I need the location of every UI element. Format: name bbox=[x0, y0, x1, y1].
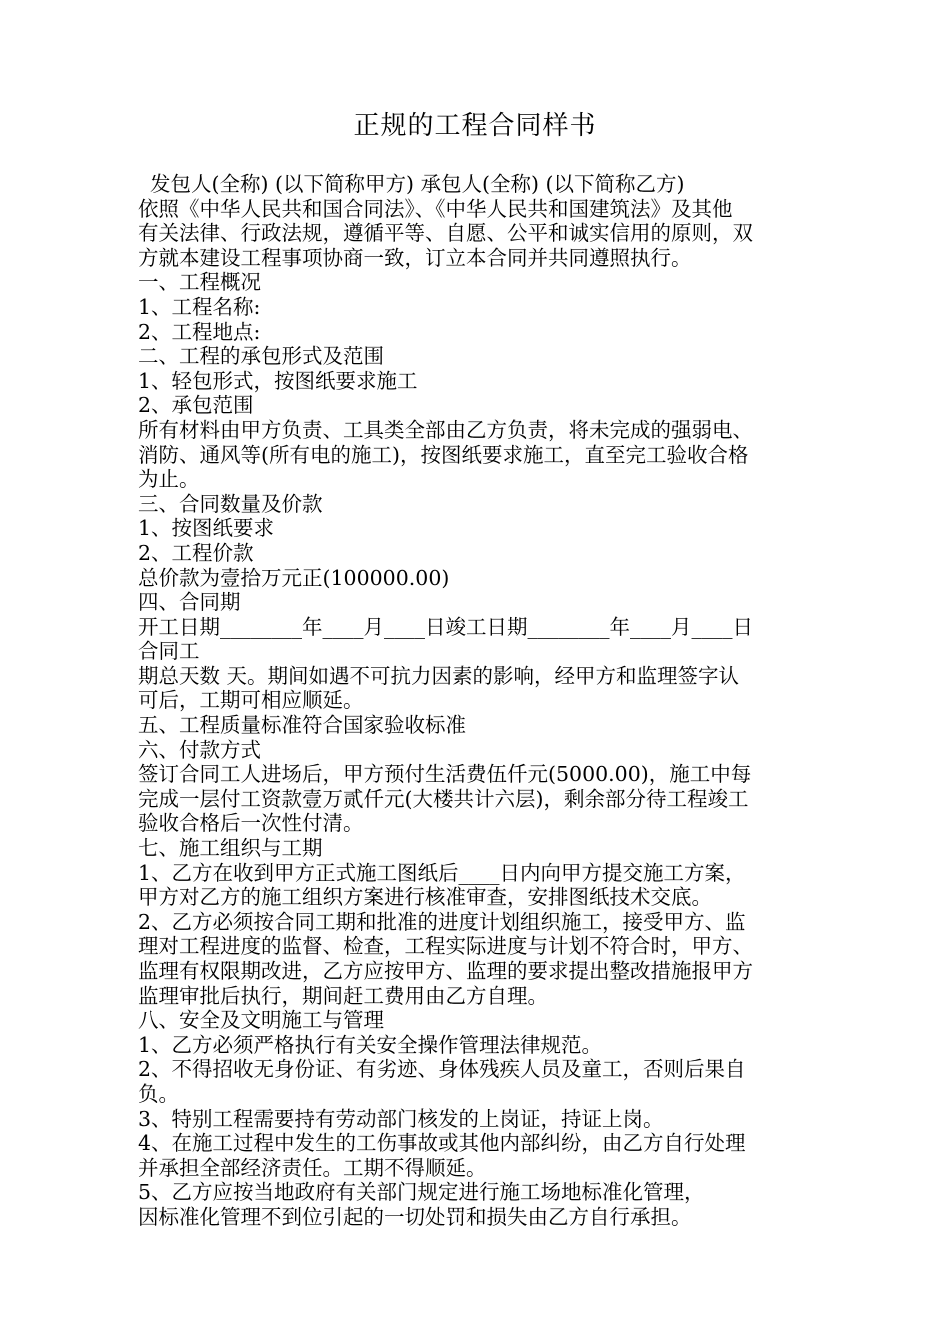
paragraph-line: 有关法律、行政法规，遵循平等、自愿、公平和诚实信用的原则，双 bbox=[138, 221, 753, 246]
paragraph-line: 为止。 bbox=[138, 467, 200, 492]
paragraph-line: 期总天数 天。期间如遇不可抗力因素的影响，经甲方和监理签字认 bbox=[138, 663, 740, 688]
paragraph-line: 完成一层付工资款壹万贰仟元(大楼共计六层)，剩余部分待工程竣工 bbox=[138, 786, 749, 811]
date-fill-line: 开工日期________年____月____日竣工日期________年____月____日 bbox=[138, 614, 753, 639]
section-heading: 五、工程质量标准符合国家验收标准 bbox=[138, 713, 466, 738]
parties-line: 发包人(全称) (以下简称甲方) 承包人(全称) (以下简称乙方) bbox=[150, 172, 685, 196]
section-heading: 四、合同期 bbox=[138, 590, 241, 615]
list-item: 5、乙方应按当地政府有关部门规定进行施工场地标准化管理， bbox=[138, 1180, 705, 1205]
section-heading: 一、工程概况 bbox=[138, 270, 261, 295]
paragraph-line: 消防、通风等(所有电的施工)，按图纸要求施工，直至完工验收合格 bbox=[138, 442, 749, 467]
list-item: 2、承包范围 bbox=[138, 393, 254, 418]
paragraph-line: 合同工 bbox=[138, 639, 200, 664]
paragraph-line: 总价款为壹拾万元正(100000.00) bbox=[138, 565, 450, 590]
section-heading: 三、合同数量及价款 bbox=[138, 491, 323, 516]
list-item: 4、在施工过程中发生的工伤事故或其他内部纠纷，由乙方自行处理 bbox=[138, 1131, 746, 1156]
paragraph-line: 签订合同工人进场后，甲方预付生活费伍仟元(5000.00)，施工中每 bbox=[138, 762, 752, 787]
paragraph-line: 可后，工期可相应顺延。 bbox=[138, 688, 364, 713]
list-item: 1、工程名称: bbox=[138, 294, 261, 319]
list-item: 1、轻包形式，按图纸要求施工 bbox=[138, 368, 418, 393]
paragraph-line: 验收合格后一次性付清。 bbox=[138, 811, 364, 836]
section-heading: 六、付款方式 bbox=[138, 737, 261, 762]
paragraph-line: 负。 bbox=[138, 1081, 179, 1106]
paragraph-line: 甲方对乙方的施工组织方案进行核准审查，安排图纸技术交底。 bbox=[138, 885, 712, 910]
paragraph-line: 并承担全部经济责任。工期不得顺延。 bbox=[138, 1155, 487, 1180]
paragraph-line: 监理有权限期改进，乙方应按甲方、监理的要求提出整改措施报甲方 bbox=[138, 959, 753, 983]
section-heading: 八、安全及文明施工与管理 bbox=[138, 1008, 384, 1033]
paragraph-line: 理对工程进度的监督、检查，工程实际进度与计划不符合时，甲方、 bbox=[138, 934, 753, 959]
list-item: 1、乙方必须严格执行有关安全操作管理法律规范。 bbox=[138, 1032, 603, 1057]
paragraph-line: 监理审批后执行，期间赶工费用由乙方自理。 bbox=[138, 983, 548, 1008]
document-body bbox=[138, 172, 828, 1230]
paragraph-line: 依照《中华人民共和国合同法》、《中华人民共和国建筑法》及其他 bbox=[138, 196, 733, 221]
section-heading: 二、工程的承包形式及范围 bbox=[138, 344, 384, 369]
paragraph-line: 方就本建设工程事项协商一致，订立本合同并共同遵照执行。 bbox=[138, 245, 692, 270]
document-title: 正规的工程合同样书 bbox=[353, 111, 597, 141]
list-item: 1、乙方在收到甲方正式施工图纸后____日内向甲方提交施工方案， bbox=[138, 860, 746, 885]
list-item: 1、按图纸要求 bbox=[138, 516, 275, 541]
list-item: 2、工程地点: bbox=[138, 319, 261, 344]
list-item: 2、不得招收无身份证、有劣迹、身体残疾人员及童工，否则后果自 bbox=[138, 1057, 746, 1082]
list-item: 2、乙方必须按合同工期和批准的进度计划组织施工，接受甲方、监 bbox=[138, 909, 746, 934]
section-heading: 七、施工组织与工期 bbox=[138, 836, 323, 861]
list-item: 2、工程价款 bbox=[138, 540, 254, 565]
list-item: 3、特别工程需要持有劳动部门核发的上岗证，持证上岗。 bbox=[138, 1106, 664, 1131]
paragraph-line: 所有材料由甲方负责、工具类全部由乙方负责，将未完成的强弱电、 bbox=[138, 417, 753, 442]
paragraph-line: 因标准化管理不到位引起的一切处罚和损失由乙方自行承担。 bbox=[138, 1204, 692, 1229]
